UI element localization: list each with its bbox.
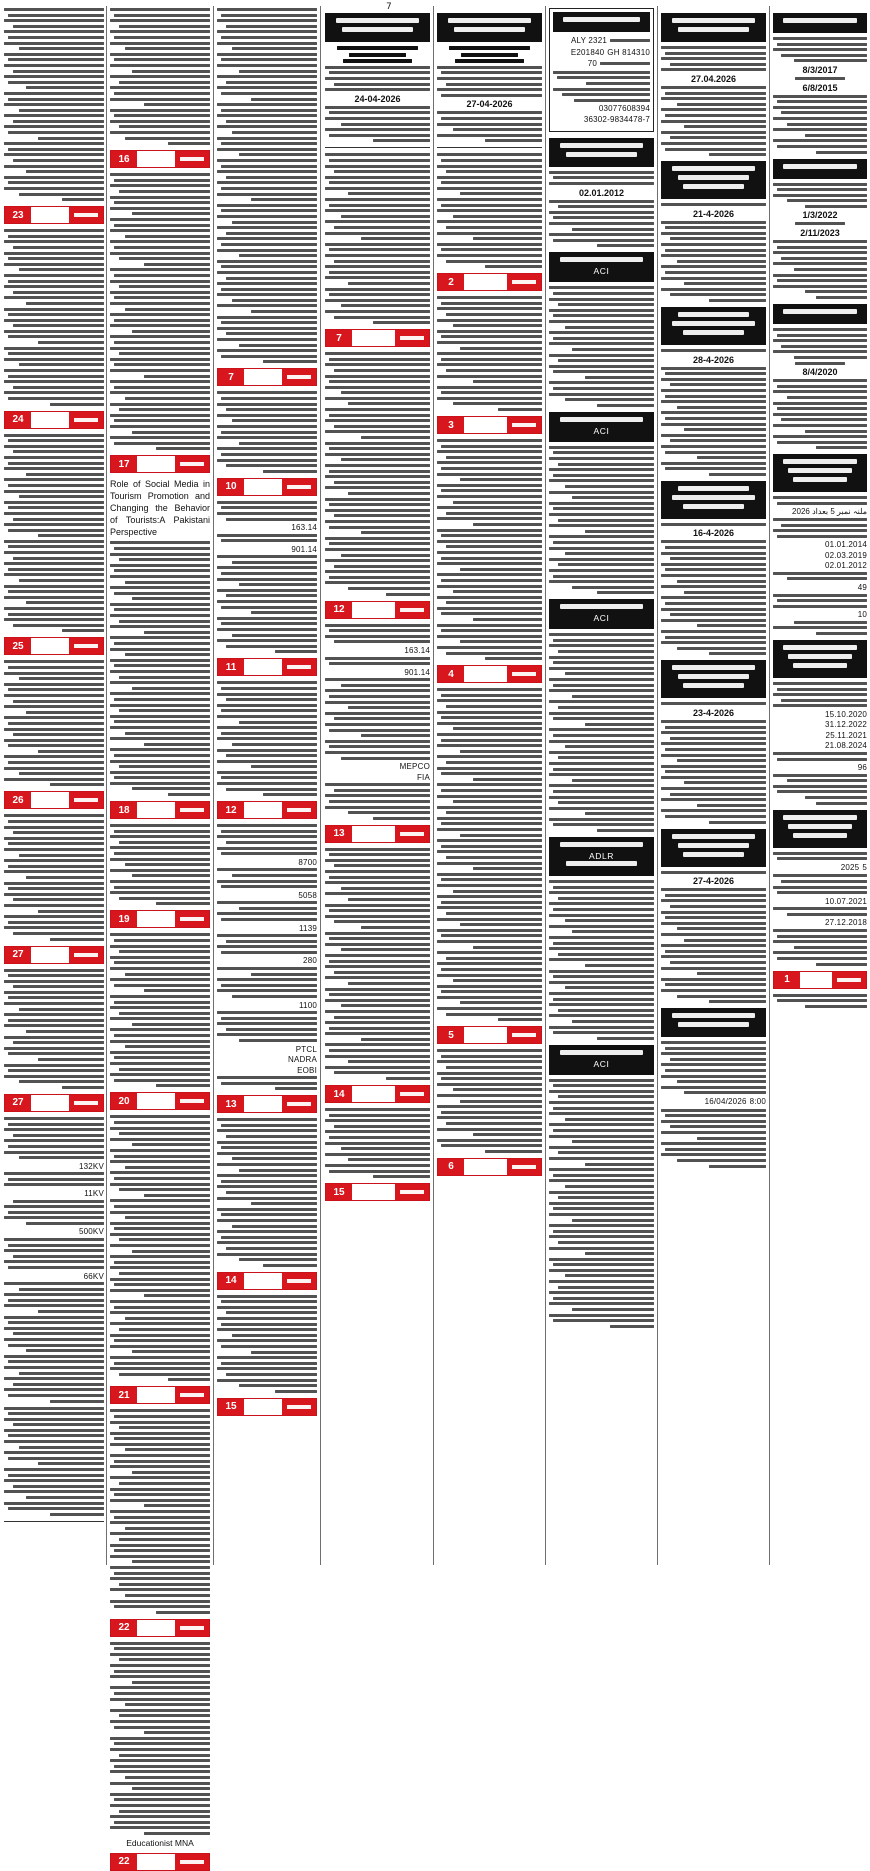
badge-tail-label bbox=[282, 479, 316, 495]
badge-tail-label bbox=[395, 1086, 429, 1102]
badge-tail-label bbox=[175, 1620, 209, 1636]
lost-documents-and-court bbox=[549, 8, 654, 1567]
badge-spacer bbox=[31, 638, 69, 654]
continuation-badge[interactable] bbox=[110, 150, 210, 168]
badge-tail-label bbox=[282, 659, 316, 675]
birth-date: 1/3/2022 bbox=[802, 210, 838, 221]
badge-spacer bbox=[352, 1184, 395, 1200]
badge-tail-label bbox=[175, 911, 209, 927]
badge-spacer bbox=[352, 330, 395, 346]
continuation-badge[interactable] bbox=[110, 455, 210, 473]
tehsildar-notice-header bbox=[549, 412, 654, 442]
hearing-date: 16-4-2026 bbox=[692, 528, 735, 539]
badge-spacer bbox=[31, 947, 69, 963]
article-paragraph bbox=[110, 1642, 210, 1848]
stat-value: 1100 bbox=[298, 1000, 317, 1010]
badge-number: 7 bbox=[218, 369, 244, 385]
badge-tail-label bbox=[282, 369, 316, 385]
badge-number: 27 bbox=[5, 1095, 31, 1111]
dg-khan-notice-body bbox=[773, 682, 867, 805]
continuation-badge[interactable] bbox=[110, 1619, 210, 1637]
article-paragraph bbox=[4, 969, 104, 1089]
continuation-badge[interactable] bbox=[110, 1092, 210, 1110]
badge-tail-label bbox=[395, 1184, 429, 1200]
hearing-date: 27-4-2026 bbox=[692, 876, 735, 887]
continuation-badge[interactable] bbox=[110, 910, 210, 928]
notice-body bbox=[549, 171, 654, 248]
adlr-label: ADLR bbox=[588, 851, 615, 862]
badge-spacer bbox=[137, 802, 175, 818]
badge-spacer bbox=[31, 792, 69, 808]
badge-number: 15 bbox=[218, 1399, 244, 1415]
column-divider bbox=[320, 6, 321, 1565]
council-number: 96 bbox=[857, 763, 867, 773]
badge-tail-label bbox=[395, 602, 429, 618]
record-date: 31.12.2022 bbox=[824, 720, 867, 730]
badge-number: 7 bbox=[326, 330, 352, 346]
court-notice-header bbox=[661, 1008, 766, 1037]
tehsildar-notice-header bbox=[549, 252, 654, 282]
badge-number: 2 bbox=[438, 274, 464, 290]
continuation-badge[interactable] bbox=[773, 971, 867, 989]
article-paragraph bbox=[4, 229, 104, 405]
article-paragraph bbox=[217, 8, 317, 363]
court-notice-body bbox=[661, 523, 766, 655]
birth-reg-body bbox=[773, 328, 867, 449]
hearing-date: 28-4-2026 bbox=[692, 354, 735, 365]
stat-value: 1139 bbox=[298, 923, 317, 933]
continuation-badge[interactable] bbox=[110, 801, 210, 819]
court-notice-header bbox=[325, 13, 430, 42]
tehsildar-notice-header bbox=[549, 1045, 654, 1075]
badge-tail-label bbox=[282, 1096, 316, 1112]
hearing-date: 24-04-2026 bbox=[354, 93, 401, 104]
continuation-badge[interactable] bbox=[437, 273, 542, 291]
badge-tail-label bbox=[282, 1399, 316, 1415]
badge-spacer bbox=[464, 417, 507, 433]
birth-date: 2/11/2023 bbox=[800, 228, 840, 239]
notice-separator bbox=[325, 147, 430, 148]
badge-spacer bbox=[244, 659, 282, 675]
continuation-badge[interactable] bbox=[325, 329, 430, 347]
spec-value: 11KV bbox=[84, 1189, 104, 1198]
badge-spacer bbox=[244, 369, 282, 385]
badge-tail-label bbox=[69, 638, 103, 654]
badge-tail-label bbox=[395, 826, 429, 842]
badge-spacer bbox=[31, 207, 69, 223]
badge-number: 18 bbox=[111, 802, 137, 818]
article-paragraph bbox=[437, 439, 542, 660]
badge-tail-label bbox=[175, 1093, 209, 1109]
council-number: 5 bbox=[862, 862, 867, 872]
badge-spacer bbox=[352, 1086, 395, 1102]
record-date: 02.01.2012 bbox=[824, 561, 867, 571]
court-notice-body bbox=[661, 46, 766, 156]
court-notice-body bbox=[661, 1041, 766, 1167]
badge-tail-label bbox=[507, 417, 541, 433]
badge-number: 10 bbox=[218, 479, 244, 495]
court-notice-header bbox=[661, 829, 766, 867]
registration-number: ALY 2321 bbox=[570, 36, 607, 45]
badge-number: 1 bbox=[774, 972, 800, 988]
adlr-notice-body bbox=[549, 880, 654, 1040]
hearing-date: 23-4-2026 bbox=[692, 707, 735, 718]
court-notice-body bbox=[661, 203, 766, 302]
article-paragraph bbox=[325, 848, 430, 1080]
badge-number: 3 bbox=[438, 417, 464, 433]
badge-number: 20 bbox=[111, 1093, 137, 1109]
column-divider bbox=[106, 6, 107, 1565]
badge-spacer bbox=[137, 1620, 175, 1636]
court-notice-header bbox=[661, 481, 766, 519]
birth-reg-header bbox=[773, 13, 867, 33]
mobile-number: 03077608394 bbox=[598, 104, 650, 114]
stat-value: 163.14 bbox=[404, 646, 430, 656]
court-notice-body bbox=[325, 46, 430, 142]
page-folio: 7 bbox=[386, 2, 392, 12]
badge-tail-label bbox=[395, 330, 429, 346]
badge-number: 26 bbox=[5, 792, 31, 808]
chassis-number: E201840 bbox=[570, 47, 605, 57]
acronym-nadra: NADRA bbox=[287, 1055, 317, 1065]
badge-number: 12 bbox=[326, 602, 352, 618]
continuation-badge[interactable] bbox=[217, 801, 317, 819]
continuation-badge[interactable] bbox=[325, 1183, 430, 1201]
column-divider bbox=[769, 6, 770, 1565]
aci-label: ACI bbox=[593, 613, 610, 624]
tehsildar-notice-body bbox=[549, 286, 654, 406]
hearing-time: 8:00 bbox=[749, 1097, 766, 1107]
family-court-rahim-yar-khan bbox=[661, 8, 766, 1567]
badge-spacer bbox=[137, 1387, 175, 1403]
statistics-paragraph bbox=[217, 501, 317, 654]
continuation-badge[interactable] bbox=[4, 1094, 104, 1112]
reference-number: 2026 ملنہ نمبر 5 بعداد bbox=[792, 507, 867, 517]
electrical-specs-paragraph bbox=[4, 1117, 104, 1403]
badge-spacer bbox=[137, 1093, 175, 1109]
continuation-badge[interactable] bbox=[217, 1272, 317, 1290]
article-paragraph bbox=[110, 824, 210, 905]
badge-tail-label bbox=[69, 412, 103, 428]
model-year: 70 bbox=[587, 59, 597, 69]
badge-number: 4 bbox=[438, 666, 464, 682]
continuation-badge[interactable] bbox=[4, 637, 104, 655]
spec-value: 66KV bbox=[83, 1271, 104, 1281]
article-paragraph bbox=[4, 814, 104, 940]
engine-number: GH 814310 bbox=[607, 47, 650, 57]
badge-number: 11 bbox=[218, 659, 244, 675]
badge-tail-label bbox=[69, 207, 103, 223]
badge-spacer bbox=[137, 911, 175, 927]
article-paragraph bbox=[217, 1118, 317, 1266]
hearing-date: 27.04.2026 bbox=[690, 73, 737, 84]
stat-value: 280 bbox=[303, 956, 317, 966]
badge-spacer bbox=[137, 1854, 175, 1870]
badge-spacer bbox=[137, 456, 175, 472]
badge-spacer bbox=[137, 151, 175, 167]
badge-tail-label bbox=[69, 947, 103, 963]
article-paragraph bbox=[4, 660, 104, 786]
stat-value: 901.14 bbox=[291, 544, 317, 554]
article-paragraph bbox=[4, 8, 104, 201]
badge-spacer bbox=[352, 826, 395, 842]
badge-tail-label bbox=[282, 1273, 316, 1289]
badge-spacer bbox=[464, 666, 507, 682]
badge-number: 5 bbox=[438, 1027, 464, 1043]
record-date: 02.03.2019 bbox=[824, 550, 867, 560]
badge-number: 23 bbox=[5, 207, 31, 223]
badge-tail-label bbox=[507, 274, 541, 290]
aci-label: ACI bbox=[593, 1058, 610, 1069]
dg-khan-local-govt-header bbox=[773, 640, 867, 678]
news-column-2 bbox=[110, 8, 210, 1868]
continuation-badge[interactable] bbox=[217, 1398, 317, 1416]
record-date: 10.07.2021 bbox=[824, 896, 867, 906]
birth-reg-header bbox=[773, 304, 867, 324]
continuation-badge[interactable] bbox=[4, 206, 104, 224]
credit-educationist: Educationist MNA bbox=[126, 1837, 194, 1848]
article-paragraph bbox=[110, 541, 210, 796]
article-paragraph bbox=[110, 8, 210, 145]
dg-khan-notice-body bbox=[773, 852, 867, 966]
continuation-badge[interactable] bbox=[4, 946, 104, 964]
stat-value: 8700 bbox=[298, 857, 317, 867]
continuation-badge[interactable] bbox=[325, 601, 430, 619]
council-number: 49 bbox=[857, 583, 867, 593]
lost-motorcycle-ad bbox=[549, 8, 654, 132]
badge-spacer bbox=[244, 1273, 282, 1289]
late-birth-registration bbox=[773, 8, 867, 1567]
news-column-3 bbox=[217, 8, 317, 1567]
spec-value: 500KV bbox=[78, 1227, 104, 1237]
badge-tail-label bbox=[175, 1387, 209, 1403]
article-paragraph bbox=[4, 434, 104, 633]
lost-docs-body bbox=[553, 36, 650, 124]
birth-date: 8/4/2020 bbox=[802, 367, 838, 378]
record-date: 01.01.2014 bbox=[824, 540, 867, 550]
article-paragraph bbox=[217, 391, 317, 472]
column-divider bbox=[657, 6, 658, 1565]
badge-tail-label bbox=[507, 666, 541, 682]
tehsildar-notice-body bbox=[549, 1079, 654, 1328]
badge-spacer bbox=[464, 1159, 507, 1175]
continuation-badge[interactable] bbox=[325, 1085, 430, 1103]
article-paragraph bbox=[110, 1115, 210, 1381]
english-article-headline: Role of Social Media in Tourism Promotion and Changing the Behavior of Tourists:A Pakistani Perspective bbox=[110, 479, 210, 538]
adlr-notice-header bbox=[549, 837, 654, 876]
cnic-number: 36302-9834478-7 bbox=[583, 114, 650, 124]
badge-number: 14 bbox=[218, 1273, 244, 1289]
badge-tail-label bbox=[175, 151, 209, 167]
badge-number: 21 bbox=[111, 1387, 137, 1403]
stat-value: 163.14 bbox=[291, 523, 317, 533]
acronym-mepco: MEPCO bbox=[399, 762, 430, 772]
badge-spacer bbox=[352, 602, 395, 618]
birth-reg-body bbox=[773, 37, 867, 154]
article-paragraph bbox=[325, 1108, 430, 1178]
badge-number: 24 bbox=[5, 412, 31, 428]
article-paragraph bbox=[437, 688, 542, 1021]
badge-number: 16 bbox=[111, 151, 137, 167]
court-notice-body bbox=[661, 702, 766, 823]
badge-spacer bbox=[800, 972, 832, 988]
court-notice-header bbox=[661, 307, 766, 345]
acronym-ptcl-nadra: PTCL bbox=[295, 1044, 317, 1054]
news-column-1 bbox=[4, 8, 104, 1567]
article-paragraph bbox=[217, 1295, 317, 1393]
badge-number: 25 bbox=[5, 638, 31, 654]
badge-spacer bbox=[244, 1399, 282, 1415]
record-date: 15.10.2020 bbox=[824, 709, 867, 719]
court-notice-body bbox=[661, 349, 766, 476]
stat-value: 5058 bbox=[298, 890, 317, 900]
notice-separator bbox=[437, 147, 542, 148]
birth-reg-body bbox=[773, 183, 867, 300]
badge-number: 17 bbox=[111, 456, 137, 472]
badge-tail-label bbox=[175, 802, 209, 818]
article-paragraph bbox=[437, 153, 542, 268]
article-paragraph bbox=[325, 153, 430, 324]
record-date: 21.08.2024 bbox=[824, 741, 867, 751]
column-divider bbox=[213, 6, 214, 1565]
badge-number: 27 bbox=[5, 947, 31, 963]
badge-number: 13 bbox=[218, 1096, 244, 1112]
article-paragraph bbox=[110, 173, 210, 450]
badge-tail-label bbox=[832, 972, 866, 988]
badge-spacer bbox=[31, 412, 69, 428]
statistics-paragraph bbox=[325, 624, 430, 820]
column-rule bbox=[4, 1521, 104, 1522]
court-notices-multan bbox=[325, 8, 430, 1567]
spec-value: 132KV bbox=[78, 1161, 104, 1171]
hearing-date: 27-04-2026 bbox=[466, 99, 513, 110]
court-notice-header bbox=[661, 161, 766, 199]
court-notice-header bbox=[437, 13, 542, 42]
badge-number: 22 bbox=[111, 1854, 137, 1870]
continuation-badge[interactable] bbox=[4, 411, 104, 429]
objection-days: 10 bbox=[857, 610, 867, 620]
badge-tail-label bbox=[69, 1095, 103, 1111]
article-paragraph bbox=[4, 1407, 104, 1516]
badge-number: 22 bbox=[111, 1620, 137, 1636]
badge-number: 13 bbox=[326, 826, 352, 842]
stat-value: 901.14 bbox=[404, 667, 430, 677]
continuation-badge[interactable] bbox=[325, 825, 430, 843]
badge-spacer bbox=[31, 1095, 69, 1111]
badge-tail-label bbox=[175, 1854, 209, 1870]
tehsildar-notice-body bbox=[549, 633, 654, 832]
badge-spacer bbox=[244, 1096, 282, 1112]
badge-spacer bbox=[464, 1027, 507, 1043]
aci-label: ACI bbox=[593, 266, 610, 277]
court-notice-body bbox=[437, 46, 542, 142]
article-paragraph bbox=[325, 352, 430, 596]
badge-tail-label bbox=[507, 1027, 541, 1043]
badge-number: 12 bbox=[218, 802, 244, 818]
court-notices-tehsil bbox=[437, 8, 542, 1567]
continuation-badge[interactable] bbox=[437, 665, 542, 683]
continuation-badge[interactable] bbox=[4, 791, 104, 809]
dg-khan-local-govt-header bbox=[773, 454, 867, 492]
continuation-badge[interactable] bbox=[110, 1853, 210, 1871]
continuation-badge[interactable] bbox=[217, 368, 317, 386]
continuation-badge[interactable] bbox=[110, 1386, 210, 1404]
continuation-badge[interactable] bbox=[437, 1158, 542, 1176]
record-date: 27.12.2018 bbox=[824, 918, 867, 928]
article-paragraph bbox=[110, 933, 210, 1087]
badge-spacer bbox=[244, 479, 282, 495]
continuation-badge[interactable] bbox=[437, 416, 542, 434]
hearing-date: 16/04/2026 bbox=[704, 1097, 747, 1107]
column-divider bbox=[433, 6, 434, 1565]
acronym-eobi: EOBI bbox=[297, 1065, 317, 1075]
statistics-paragraph bbox=[217, 824, 317, 1090]
badge-tail-label bbox=[282, 802, 316, 818]
record-date: 25.11.2021 bbox=[825, 730, 867, 740]
notice-date: 02.01.2012 bbox=[578, 187, 625, 198]
dg-khan-local-govt-header bbox=[773, 810, 867, 848]
dg-khan-notice-body bbox=[773, 496, 867, 635]
court-notice-header bbox=[661, 13, 766, 42]
badge-tail-label bbox=[69, 792, 103, 808]
article-paragraph bbox=[437, 296, 542, 411]
deputy-director-header bbox=[549, 138, 654, 167]
continuation-badge[interactable] bbox=[437, 1026, 542, 1044]
tehsildar-notice-header bbox=[549, 599, 654, 629]
article-paragraph bbox=[217, 681, 317, 796]
court-notice-header bbox=[661, 660, 766, 698]
continuation-badge[interactable] bbox=[217, 478, 317, 496]
article-paragraph bbox=[437, 1049, 542, 1153]
badge-number: 14 bbox=[326, 1086, 352, 1102]
tehsildar-notice-body bbox=[549, 446, 654, 594]
article-paragraph bbox=[110, 1409, 210, 1613]
badge-spacer bbox=[464, 274, 507, 290]
birth-date: 6/8/2015 bbox=[802, 82, 838, 93]
continuation-badge[interactable] bbox=[217, 1095, 317, 1113]
continuation-badge[interactable] bbox=[217, 658, 317, 676]
court-notice-body bbox=[661, 871, 766, 1003]
badge-spacer bbox=[244, 802, 282, 818]
badge-tail-label bbox=[175, 456, 209, 472]
article-paragraph bbox=[773, 994, 867, 1008]
hearing-date: 21-4-2026 bbox=[692, 208, 735, 219]
badge-tail-label bbox=[507, 1159, 541, 1175]
column-divider bbox=[545, 6, 546, 1565]
badge-number: 15 bbox=[326, 1184, 352, 1200]
birth-date: 8/3/2017 bbox=[802, 64, 838, 75]
birth-reg-header bbox=[773, 159, 867, 179]
badge-number: 6 bbox=[438, 1159, 464, 1175]
acronym-fia: FIA bbox=[416, 772, 430, 782]
lost-docs-header bbox=[553, 12, 650, 32]
notice-year: 2025 bbox=[840, 862, 860, 872]
aci-label: ACI bbox=[593, 425, 610, 436]
badge-number: 19 bbox=[111, 911, 137, 927]
